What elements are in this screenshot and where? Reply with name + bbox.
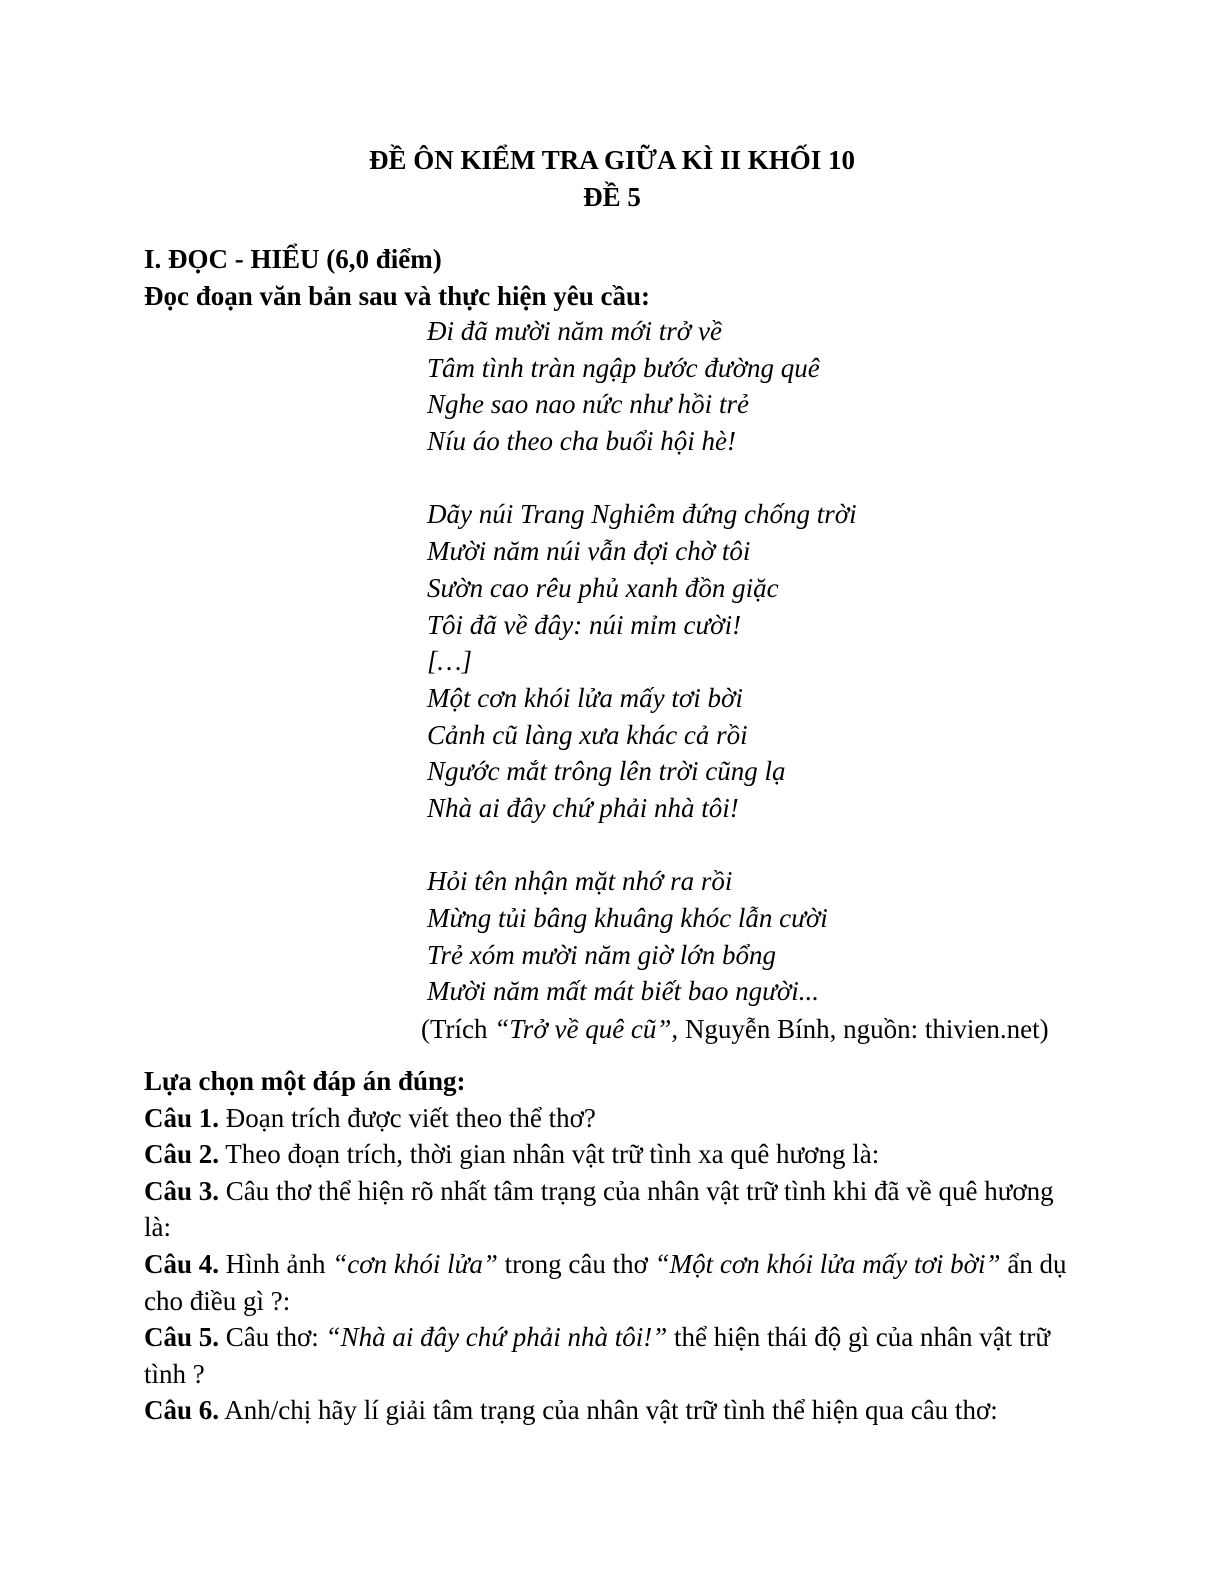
exam-number: ĐỀ 5 bbox=[583, 182, 641, 212]
poem-stanza-break bbox=[427, 460, 857, 497]
poem-line: Níu áo theo cha buổi hội hè! bbox=[427, 426, 736, 457]
question-text: Câu thơ thể hiện rõ nhất tâm trạng của nhân vật trữ tình khi đã về quê hương là: bbox=[144, 1175, 1054, 1243]
section-heading: I. ĐỌC - HIỂU (6,0 điểm) bbox=[144, 244, 442, 274]
poem-line: Tôi đã về đây: núi mỉm cười! bbox=[427, 609, 742, 640]
question-1 bbox=[144, 1100, 1084, 1137]
poem-line: Mười năm núi vẫn đợi chờ tôi bbox=[427, 536, 751, 567]
poem-line: Nhà ai đây chứ phải nhà tôi! bbox=[427, 792, 739, 823]
poem-line: Ngước mắt trông lên trời cũng lạ bbox=[427, 756, 786, 787]
question-text: thể hiện thái độ gì của nhân vật trữ tình ? bbox=[144, 1322, 1051, 1389]
poem-source-citation bbox=[421, 1012, 1049, 1046]
question-text: Hình ảnh bbox=[219, 1248, 333, 1279]
question-number: Câu 2. bbox=[144, 1139, 220, 1170]
question-number: Câu 4. bbox=[144, 1248, 220, 1279]
poem-line: Dãy núi Trang Nghiêm đứng chống trời bbox=[427, 499, 857, 530]
poem-omission-mark: […] bbox=[427, 646, 473, 677]
poem-line: Nghe sao nao nức như hồi trẻ bbox=[427, 389, 749, 420]
question-text: Đoạn trích được viết theo thể thơ? bbox=[219, 1102, 596, 1133]
poem-line: Sườn cao rêu phủ xanh đồn giặc bbox=[427, 572, 779, 603]
quoted-verse: “Một cơn khói lửa mấy tơi bời” bbox=[654, 1248, 1001, 1279]
poem-line: Mừng tủi bâng khuâng khóc lẫn cười bbox=[427, 903, 828, 933]
questions-section bbox=[144, 1063, 1084, 1429]
quoted-verse: “Nhà ai đây chứ phải nhà tôi!” bbox=[325, 1322, 668, 1353]
question-6 bbox=[144, 1392, 1084, 1429]
question-text: trong câu thơ bbox=[497, 1248, 655, 1279]
question-text: ẩn dụ cho điều gì ?: bbox=[144, 1248, 1067, 1316]
question-4 bbox=[144, 1246, 1084, 1319]
poem-line: Hỏi tên nhận mặt nhớ ra rồi bbox=[427, 866, 733, 897]
poem-stanza-break bbox=[427, 827, 857, 864]
source-suffix: Nguyễn Bính, nguồn: thivien.net) bbox=[678, 1014, 1049, 1044]
question-number: Câu 3. bbox=[144, 1175, 220, 1206]
source-prefix: (Trích bbox=[421, 1014, 495, 1044]
question-3 bbox=[144, 1173, 1084, 1246]
questions-heading: Lựa chọn một đáp án đúng: bbox=[144, 1066, 466, 1096]
question-text: Theo đoạn trích, thời gian nhân vật trữ tình xa quê hương là: bbox=[219, 1139, 880, 1170]
question-text: Anh/chị hãy lí giải tâm trạng của nhân vật trữ tình thể hiện qua câu thơ: bbox=[219, 1395, 998, 1426]
quoted-phrase: “cơn khói lửa” bbox=[332, 1248, 498, 1279]
poem-line: Trẻ xóm mười năm giờ lớn bổng bbox=[427, 939, 776, 970]
question-number: Câu 5. bbox=[144, 1322, 220, 1353]
question-number: Câu 6. bbox=[144, 1395, 220, 1426]
question-2 bbox=[144, 1136, 1084, 1173]
poem-line: Tâm tình tràn ngập bước đường quê bbox=[427, 352, 820, 383]
question-number: Câu 1. bbox=[144, 1102, 220, 1133]
poem-line: Mười năm mất mát biết bao người... bbox=[427, 976, 820, 1007]
reading-instruction: Đọc đoạn văn bản sau và thực hiện yêu cầu: bbox=[144, 281, 651, 311]
question-5 bbox=[144, 1319, 1084, 1392]
poem-line: Cảnh cũ làng xưa khác cả rồi bbox=[427, 719, 748, 750]
poem-excerpt bbox=[427, 313, 857, 1010]
exam-title: ĐỀ ÔN KIỂM TRA GIỮA KÌ II KHỐI 10 bbox=[368, 145, 856, 175]
poem-line: Một cơn khói lửa mấy tơi bời bbox=[427, 682, 743, 713]
source-title: “Trở về quê cũ”, bbox=[494, 1014, 679, 1044]
question-text: Câu thơ: bbox=[219, 1322, 326, 1353]
poem-line: Đi đã mười năm mới trở về bbox=[427, 316, 722, 346]
